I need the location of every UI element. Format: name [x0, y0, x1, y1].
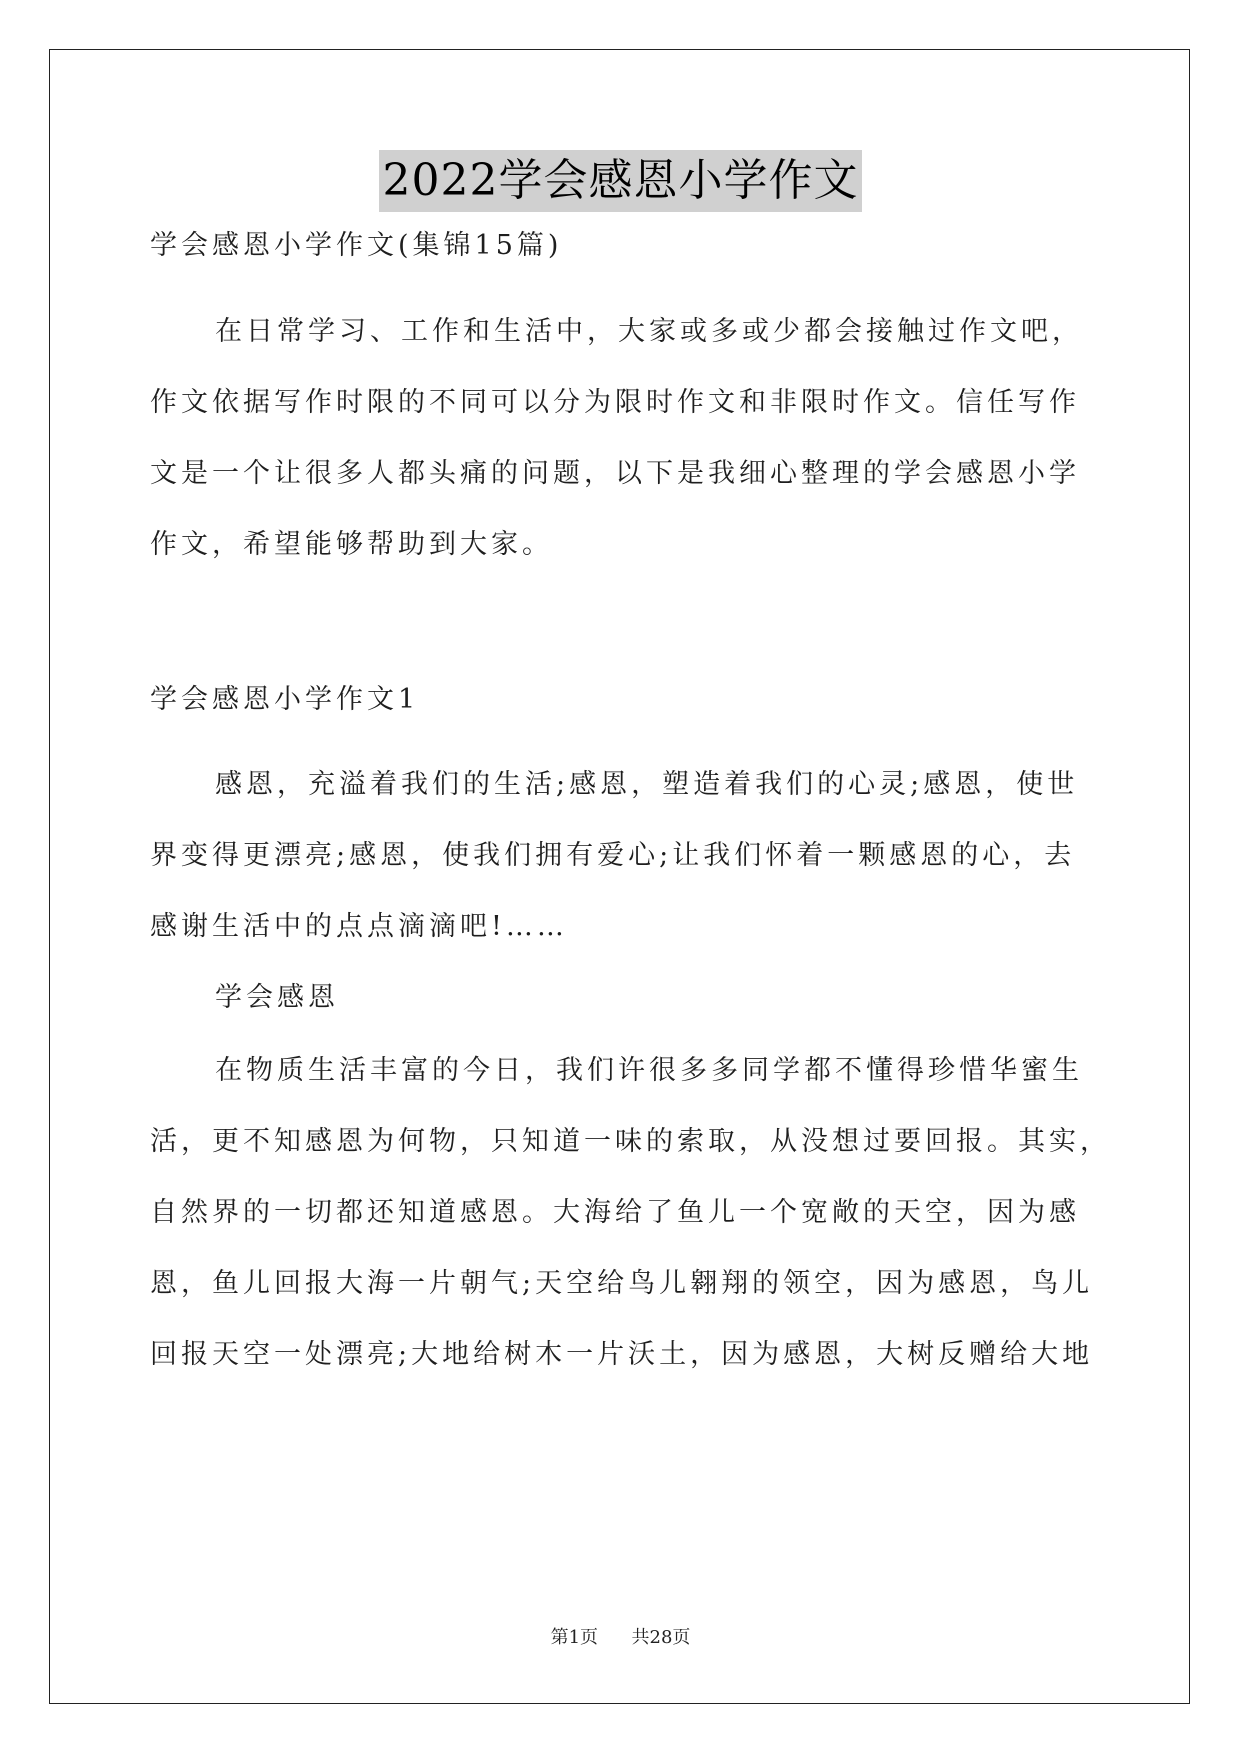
section1-para2-line-2: 活，更不知感恩为何物，只知道一味的索取，从没想过要回报。其实，	[150, 1126, 1111, 1157]
page-border	[49, 49, 1190, 1704]
section1-para2-line-4: 恩，鱼儿回报大海一片朝气;天空给鸟儿翱翔的领空，因为感恩，鸟儿	[150, 1268, 1094, 1299]
intro-line-2: 作文依据写作时限的不同可以分为限时作文和非限时作文。信任写作	[150, 387, 1080, 418]
page-footer	[0, 1626, 1241, 1650]
section1-para1-line-3: 感谢生活中的点点滴滴吧!……	[150, 911, 568, 942]
page-total: 共28页	[631, 1627, 691, 1648]
intro-line-4: 作文，希望能够帮助到大家。	[150, 529, 553, 560]
title-container	[0, 150, 1241, 212]
essay-subheading: 学会感恩	[215, 982, 339, 1013]
intro-line-1: 在日常学习、工作和生活中，大家或多或少都会接触过作文吧，	[215, 316, 1083, 347]
section-heading-1: 学会感恩小学作文1	[150, 684, 420, 715]
document-title: 2022学会感恩小学作文	[379, 150, 863, 212]
intro-line-3: 文是一个让很多人都头痛的问题，以下是我细心整理的学会感恩小学	[150, 458, 1080, 489]
section1-para2-line-1: 在物质生活丰富的今日，我们许很多多同学都不懂得珍惜华蜜生	[215, 1055, 1083, 1086]
section1-para2-line-5: 回报天空一处漂亮;大地给树木一片沃土，因为感恩，大树反赠给大地	[150, 1339, 1094, 1370]
section1-para1-line-2: 界变得更漂亮;感恩，使我们拥有爱心;让我们怀着一颗感恩的心，去	[150, 840, 1076, 871]
page-number: 第1页	[550, 1627, 599, 1648]
section1-para2-line-3: 自然界的一切都还知道感恩。大海给了鱼儿一个宽敞的天空，因为感	[150, 1197, 1080, 1228]
section1-para1-line-1: 感恩，充溢着我们的生活;感恩，塑造着我们的心灵;感恩，使世	[215, 769, 1079, 800]
subtitle-line: 学会感恩小学作文(集锦15篇)	[150, 230, 563, 261]
